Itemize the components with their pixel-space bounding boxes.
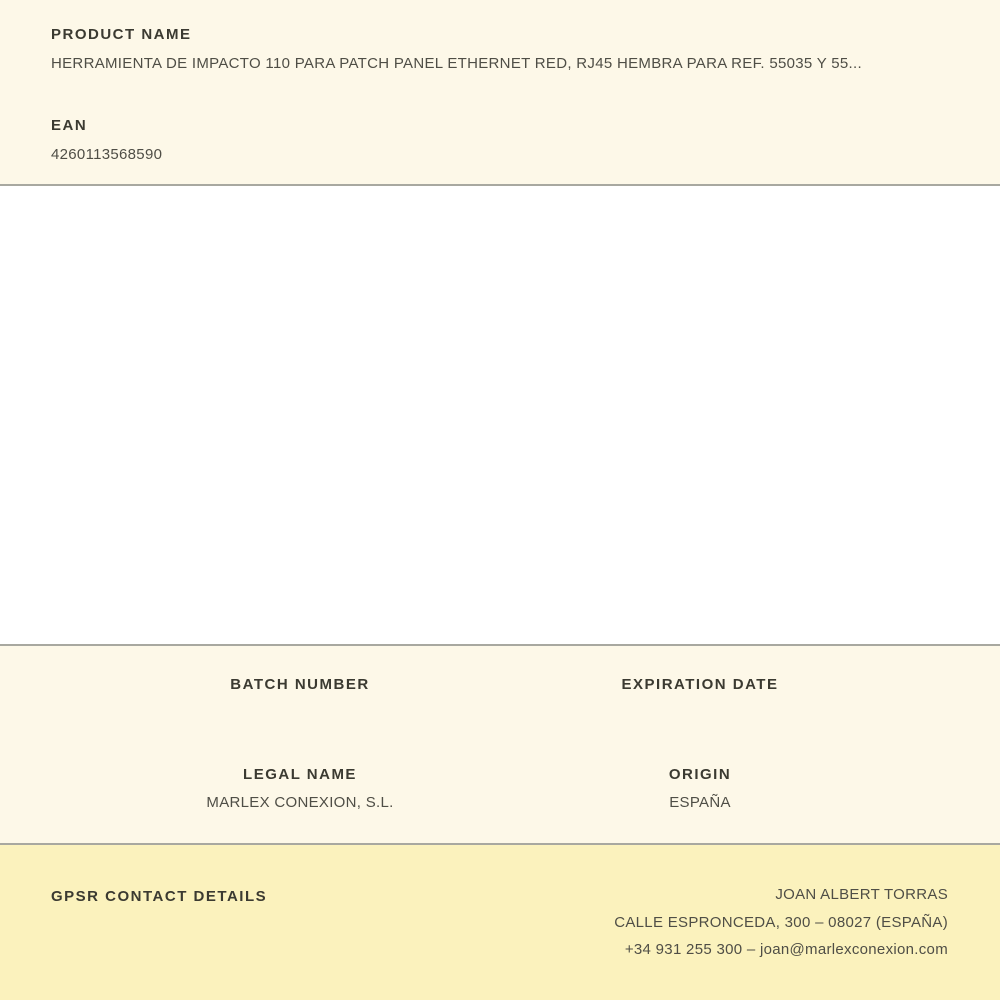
product-details-section xyxy=(0,644,1000,843)
product-image-area xyxy=(0,186,1000,644)
ean-value: 4260113568590 xyxy=(51,146,163,163)
legal-origin-label-row xyxy=(100,766,900,783)
batch-expiration-row xyxy=(100,676,900,693)
product-name-value: HERRAMIENTA DE IMPACTO 110 PARA PATCH PANEL ETHERNET RED, RJ45 HEMBRA PARA REF. 55035 Y 55... xyxy=(51,55,862,72)
legal-name-label: LEGAL NAME xyxy=(243,766,357,783)
ean-label: EAN xyxy=(51,117,88,134)
contact-address: CALLE ESPRONCEDA, 300 – 08027 (ESPAÑA) xyxy=(614,913,948,931)
origin-value: ESPAÑA xyxy=(669,794,731,811)
product-header-section xyxy=(0,0,1000,186)
contact-person-name: JOAN ALBERT TORRAS xyxy=(775,886,948,903)
product-name-label: PRODUCT NAME xyxy=(51,26,192,43)
legal-origin-value-row xyxy=(100,794,900,811)
gpsr-contact-label: GPSR CONTACT DETAILS xyxy=(51,888,268,905)
contact-phone-email: +34 931 255 300 – joan@marlexconexion.com xyxy=(624,941,948,958)
contact-details-block xyxy=(614,881,948,964)
batch-number-label: BATCH NUMBER xyxy=(230,676,370,693)
gpsr-contact-section xyxy=(0,843,1000,1000)
origin-label: ORIGIN xyxy=(668,766,732,783)
legal-name-value: MARLEX CONEXION, S.L. xyxy=(206,794,394,811)
expiration-date-label: EXPIRATION DATE xyxy=(621,676,779,693)
